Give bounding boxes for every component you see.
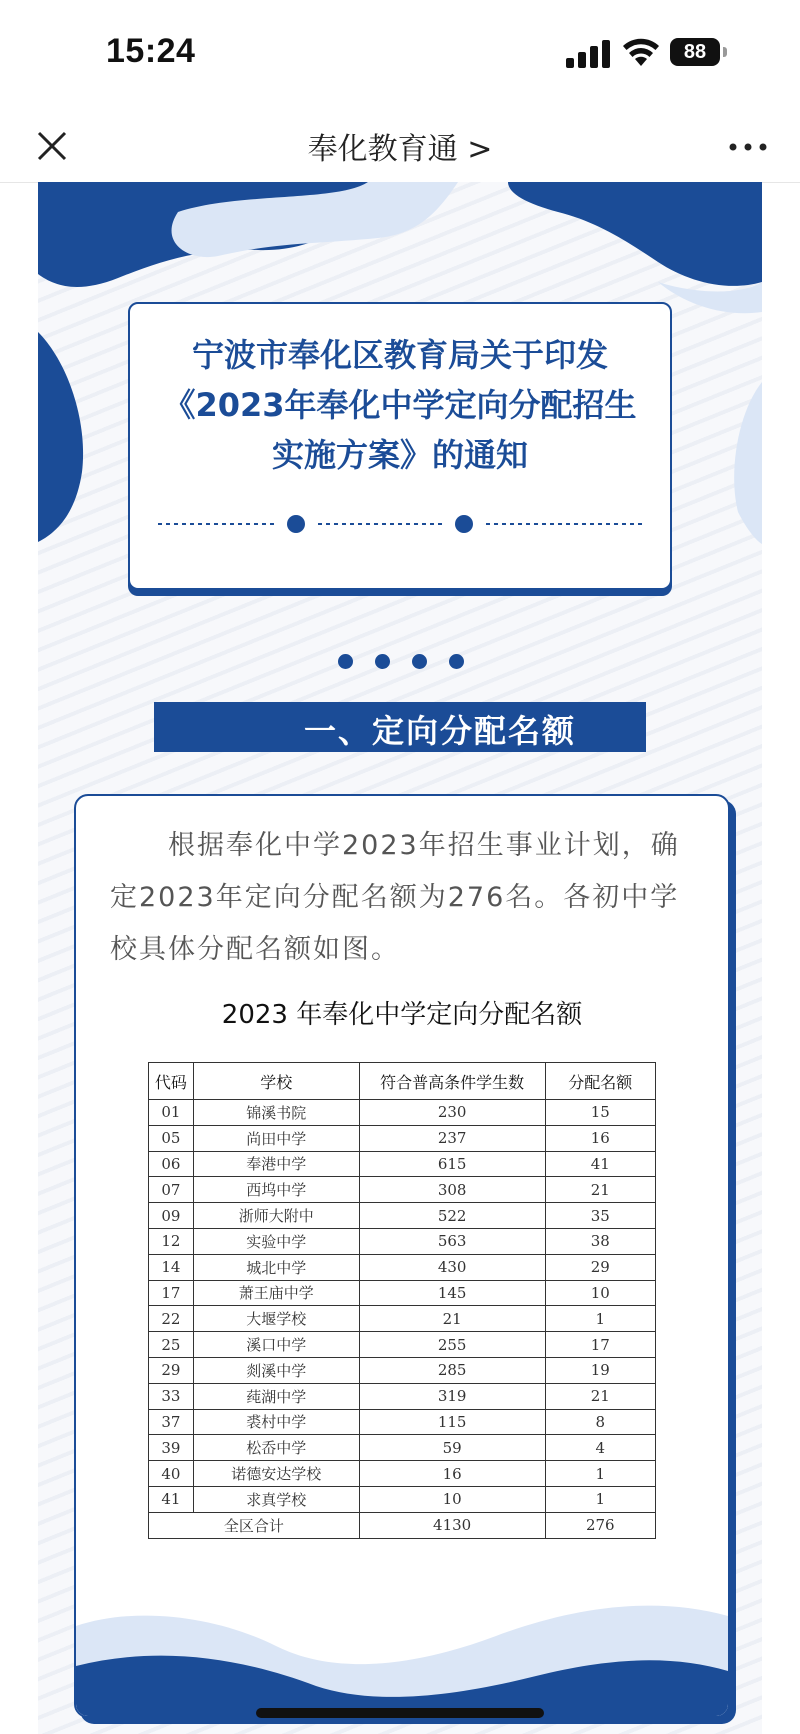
cell-students: 237 bbox=[359, 1125, 545, 1151]
cell-students: 21 bbox=[359, 1306, 545, 1332]
title-divider bbox=[158, 512, 642, 536]
wifi-icon bbox=[622, 36, 660, 68]
cell-code: 40 bbox=[149, 1461, 194, 1487]
table-row bbox=[149, 1486, 656, 1512]
cell-school: 实验中学 bbox=[193, 1228, 359, 1254]
table-row bbox=[149, 1409, 656, 1435]
table-title: 2023 年奉化中学定向分配名额 bbox=[221, 1000, 583, 1030]
table-row bbox=[149, 1203, 656, 1229]
signal-icon bbox=[566, 40, 610, 68]
cell-students: 145 bbox=[359, 1280, 545, 1306]
cell-quota: 41 bbox=[545, 1151, 655, 1177]
cell-quota: 17 bbox=[545, 1332, 655, 1358]
cell-quota: 8 bbox=[545, 1409, 655, 1435]
content-card bbox=[74, 794, 730, 1718]
cell-school: 奉港中学 bbox=[193, 1151, 359, 1177]
cell-students: 255 bbox=[359, 1332, 545, 1358]
cell-code: 09 bbox=[149, 1203, 194, 1229]
header-students: 符合普高条件学生数 bbox=[359, 1063, 545, 1100]
table-row bbox=[149, 1383, 656, 1409]
cell-quota: 16 bbox=[545, 1125, 655, 1151]
cell-code: 12 bbox=[149, 1228, 194, 1254]
total-students: 4130 bbox=[359, 1512, 545, 1538]
cell-school: 溪口中学 bbox=[193, 1332, 359, 1358]
cell-quota: 1 bbox=[545, 1461, 655, 1487]
cell-quota: 21 bbox=[545, 1177, 655, 1203]
cell-school: 西坞中学 bbox=[193, 1177, 359, 1203]
cell-students: 230 bbox=[359, 1100, 545, 1126]
nav-title-link[interactable]: 奉化教育通 > bbox=[307, 132, 493, 167]
cell-quota: 4 bbox=[545, 1435, 655, 1461]
cell-school: 裘村中学 bbox=[193, 1409, 359, 1435]
cell-code: 01 bbox=[149, 1100, 194, 1126]
table-total-row bbox=[149, 1512, 656, 1538]
header-school: 学校 bbox=[193, 1063, 359, 1100]
cell-students: 308 bbox=[359, 1177, 545, 1203]
dot bbox=[338, 654, 353, 669]
quota-table-container bbox=[148, 1062, 656, 1539]
table-row bbox=[149, 1280, 656, 1306]
cell-students: 115 bbox=[359, 1409, 545, 1435]
title-card bbox=[128, 302, 672, 590]
table-row bbox=[149, 1461, 656, 1487]
quota-table bbox=[148, 1062, 656, 1539]
table-header-row bbox=[149, 1063, 656, 1100]
cell-code: 41 bbox=[149, 1486, 194, 1512]
cell-quota: 35 bbox=[545, 1203, 655, 1229]
cell-students: 522 bbox=[359, 1203, 545, 1229]
table-row bbox=[149, 1151, 656, 1177]
status-bar bbox=[0, 0, 800, 110]
cell-school: 城北中学 bbox=[193, 1254, 359, 1280]
table-row bbox=[149, 1435, 656, 1461]
cell-students: 615 bbox=[359, 1151, 545, 1177]
table-row bbox=[149, 1100, 656, 1126]
cell-code: 39 bbox=[149, 1435, 194, 1461]
status-time: 15:24 bbox=[106, 32, 196, 70]
cell-students: 16 bbox=[359, 1461, 545, 1487]
cell-students: 10 bbox=[359, 1486, 545, 1512]
table-row bbox=[149, 1357, 656, 1383]
cell-quota: 1 bbox=[545, 1306, 655, 1332]
table-row bbox=[149, 1254, 656, 1280]
cell-code: 33 bbox=[149, 1383, 194, 1409]
cell-students: 319 bbox=[359, 1383, 545, 1409]
cell-quota: 10 bbox=[545, 1280, 655, 1306]
table-body bbox=[149, 1100, 656, 1539]
cell-students: 59 bbox=[359, 1435, 545, 1461]
cell-school: 大堰学校 bbox=[193, 1306, 359, 1332]
cell-code: 07 bbox=[149, 1177, 194, 1203]
battery-icon bbox=[670, 38, 730, 68]
cell-school: 松岙中学 bbox=[193, 1435, 359, 1461]
total-quota: 276 bbox=[545, 1512, 655, 1538]
more-dots-icon[interactable] bbox=[726, 132, 770, 162]
dot bbox=[449, 654, 464, 669]
section-header bbox=[154, 702, 646, 752]
cell-students: 563 bbox=[359, 1228, 545, 1254]
cell-school: 莼湖中学 bbox=[193, 1383, 359, 1409]
cell-school: 诺德安达学校 bbox=[193, 1461, 359, 1487]
dot bbox=[375, 654, 390, 669]
cell-code: 37 bbox=[149, 1409, 194, 1435]
article-title: 宁波市奉化区教育局关于印发《2023年奉化中学定向分配招生实施方案》的通知 bbox=[163, 336, 637, 474]
cell-code: 29 bbox=[149, 1357, 194, 1383]
total-label: 全区合计 bbox=[149, 1512, 360, 1538]
table-row bbox=[149, 1125, 656, 1151]
home-indicator[interactable] bbox=[256, 1708, 544, 1718]
cell-code: 25 bbox=[149, 1332, 194, 1358]
table-row bbox=[149, 1332, 656, 1358]
cell-students: 285 bbox=[359, 1357, 545, 1383]
cell-quota: 29 bbox=[545, 1254, 655, 1280]
cell-quota: 21 bbox=[545, 1383, 655, 1409]
intro-paragraph: 根据奉化中学2023年招生事业计划，确定2023年定向分配名额为276名。各初中学校具体分配名额如图。 bbox=[110, 830, 680, 965]
dot bbox=[412, 654, 427, 669]
cell-school: 尚田中学 bbox=[193, 1125, 359, 1151]
cell-code: 06 bbox=[149, 1151, 194, 1177]
cell-quota: 38 bbox=[545, 1228, 655, 1254]
article-content bbox=[38, 182, 762, 1734]
battery-level: 88 bbox=[670, 38, 720, 66]
cell-students: 430 bbox=[359, 1254, 545, 1280]
cell-school: 锦溪书院 bbox=[193, 1100, 359, 1126]
table-row bbox=[149, 1306, 656, 1332]
cell-school: 剡溪中学 bbox=[193, 1357, 359, 1383]
cell-code: 17 bbox=[149, 1280, 194, 1306]
cell-quota: 1 bbox=[545, 1486, 655, 1512]
decorative-footer-waves bbox=[76, 1556, 728, 1716]
nav-bar bbox=[0, 110, 800, 183]
table-row bbox=[149, 1228, 656, 1254]
section-title: 一、定向分配名额 bbox=[304, 712, 577, 750]
header-quota: 分配名额 bbox=[545, 1063, 655, 1100]
header-code: 代码 bbox=[149, 1063, 194, 1100]
cell-school: 萧王庙中学 bbox=[193, 1280, 359, 1306]
cell-quota: 19 bbox=[545, 1357, 655, 1383]
cell-code: 14 bbox=[149, 1254, 194, 1280]
decorative-dots bbox=[338, 654, 468, 674]
cell-school: 求真学校 bbox=[193, 1486, 359, 1512]
cell-school: 浙师大附中 bbox=[193, 1203, 359, 1229]
table-row bbox=[149, 1177, 656, 1203]
cell-code: 05 bbox=[149, 1125, 194, 1151]
cell-quota: 15 bbox=[545, 1100, 655, 1126]
cell-code: 22 bbox=[149, 1306, 194, 1332]
battery-cap bbox=[723, 47, 727, 57]
